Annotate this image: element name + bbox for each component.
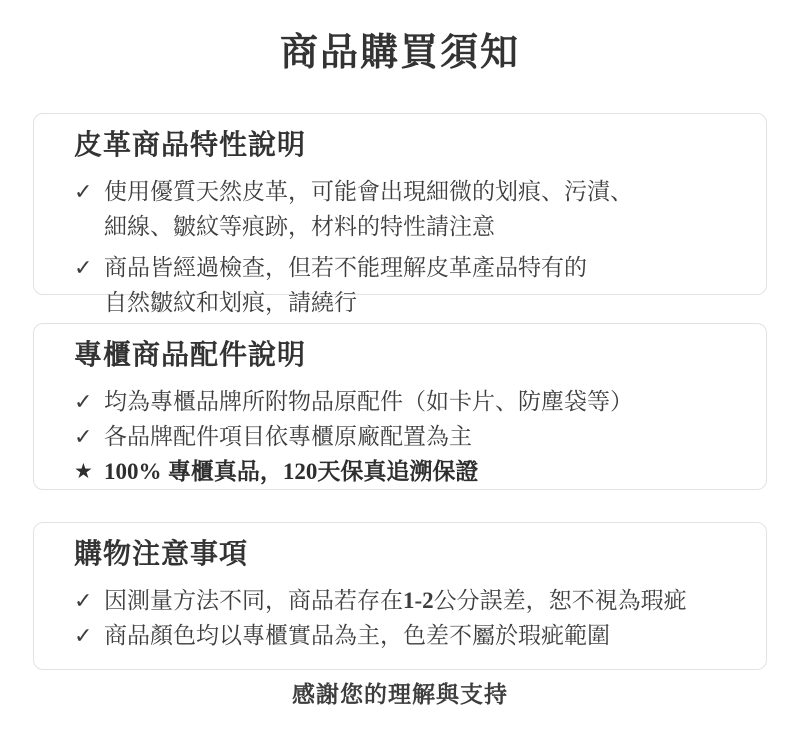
measure-text: 因測量方法不同，商品若存在 <box>104 587 403 613</box>
notice-line: 商品皆經過檢查，但若不能理解皮革產品特有的 <box>104 254 587 280</box>
notice-line: 各品牌配件項目依專櫃原廠配置為主 <box>104 423 472 449</box>
section-heading-leather: 皮革商品特性說明 <box>74 129 307 160</box>
check-icon: ✓ <box>74 179 93 204</box>
notice-text <box>104 250 587 320</box>
guarantee-item <box>74 454 732 489</box>
notice-item <box>74 384 732 419</box>
notice-line: 細線、皺紋等痕跡，材料的特性請注意 <box>104 213 495 239</box>
notice-text <box>104 454 478 489</box>
tolerance-range: 1-2 <box>403 588 434 613</box>
notice-line: 均為專櫃品牌所附物品原配件（如卡片、防塵袋等） <box>104 388 633 414</box>
notice-item <box>74 250 732 320</box>
check-icon: ✓ <box>74 623 93 648</box>
notice-line <box>104 454 478 489</box>
card-leather-feature-notes <box>33 113 767 315</box>
notice-text <box>104 583 687 618</box>
notice-text <box>104 419 472 454</box>
notice-line: 自然皺紋和划痕，請繞行 <box>104 289 357 315</box>
card-shopping-notes <box>33 522 767 670</box>
check-icon: ✓ <box>74 389 93 414</box>
notice-text <box>104 384 633 419</box>
guarantee-days: 120 <box>282 459 318 484</box>
notice-text <box>104 174 633 244</box>
check-icon: ✓ <box>74 424 93 449</box>
footer-note: 感謝您的理解與支持 <box>292 681 508 707</box>
section-heading-accessories: 專櫃商品配件說明 <box>74 339 307 370</box>
notice-item <box>74 419 732 454</box>
section-heading-shopping: 購物注意事項 <box>74 538 249 569</box>
notice-item <box>74 583 732 618</box>
notice-item <box>74 174 732 244</box>
page-title: 商品購買須知 <box>279 32 520 74</box>
notice-line: 商品顏色均以專櫃實品為主，色差不屬於瑕疵範圍 <box>104 622 610 648</box>
notice-line: 使用優質天然皮革，可能會出現細微的划痕、污漬、 <box>104 178 633 204</box>
check-icon: ✓ <box>74 255 93 280</box>
notice-item <box>74 618 732 653</box>
check-icon: ✓ <box>74 588 93 613</box>
notice-text <box>104 618 610 653</box>
measure-text: 公分誤差，恕不視為瑕疵 <box>433 587 687 613</box>
card-counter-accessory-notes <box>33 323 767 490</box>
star-icon: ★ <box>74 460 93 483</box>
guarantee-text: 天保真追溯保證 <box>317 458 479 484</box>
guarantee-text: 專櫃真品， <box>161 458 283 484</box>
guarantee-percent: 100% <box>104 459 162 484</box>
notice-line <box>104 583 687 618</box>
